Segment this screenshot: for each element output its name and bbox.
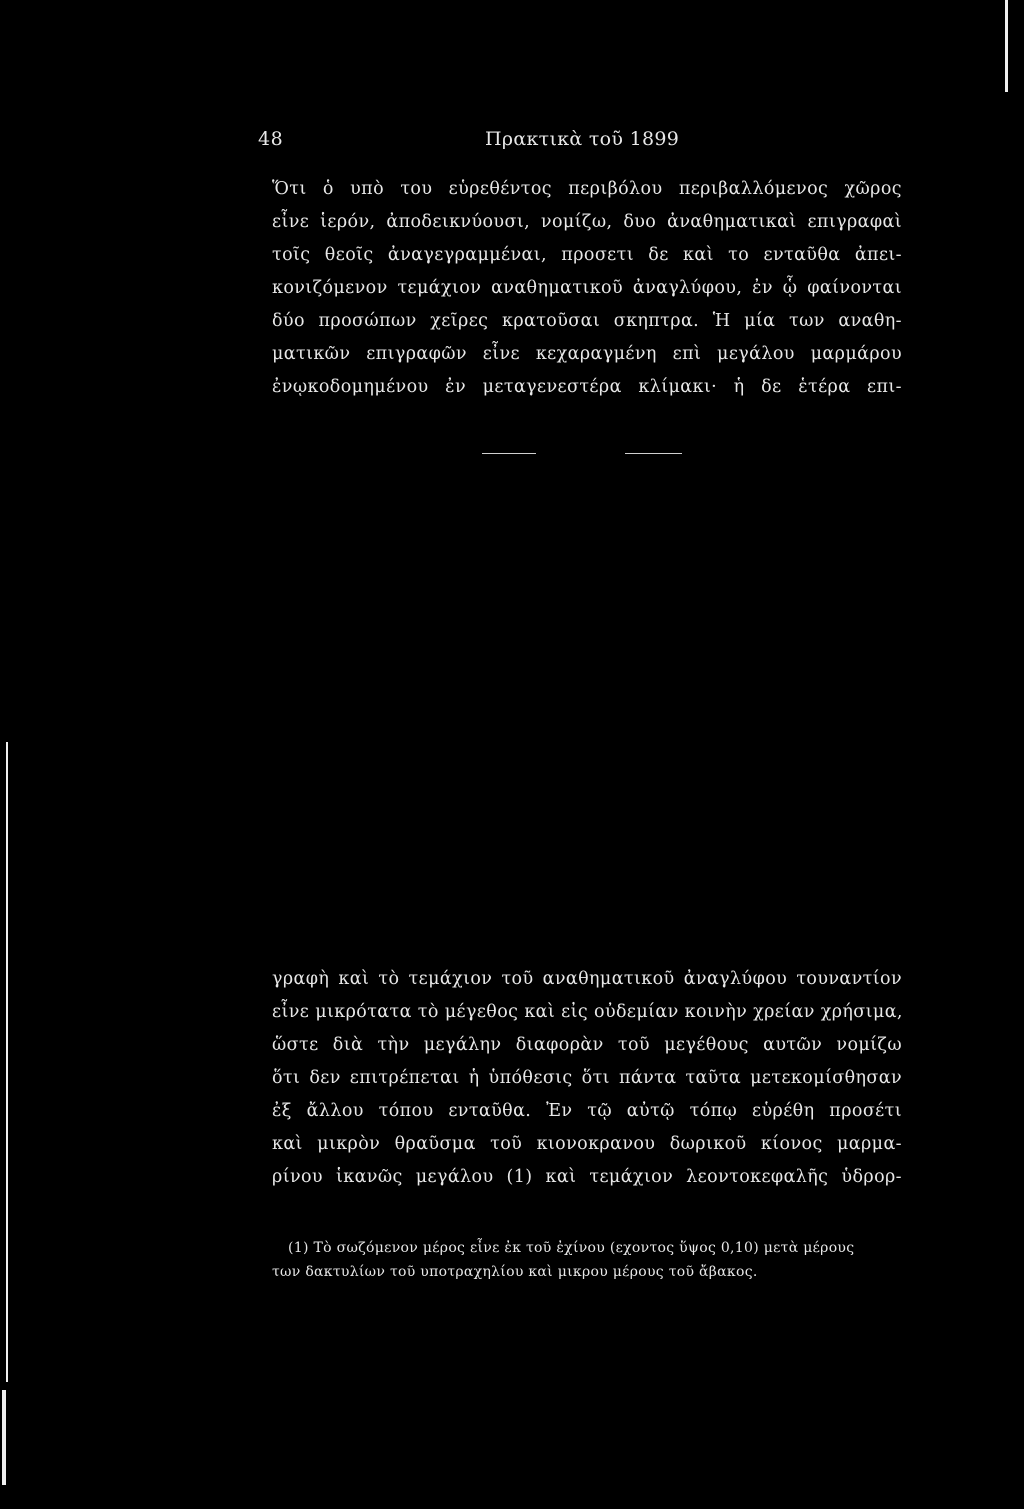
separator-rule-left bbox=[482, 453, 536, 454]
footnote-line: (1) Τὸ σωζόμενον μέρος εἶνε ἐκ τοῦ ἐχίνου (εχοντος ὕψος 0,10) μετὰ μέρους bbox=[288, 1240, 855, 1256]
text-line: κονιζόμενον τεμάχιον αναθηματικοῦ ἀναγλύφου, ἐν ᾧ φαίνονται bbox=[272, 278, 902, 298]
text-line: ὅτι δεν επιτρέπεται ἡ ὑπόθεσις ὅτι πάντα ταῦτα μετεκομίσθησαν bbox=[272, 1068, 902, 1088]
text-line: δύο προσώπων χεῖρες κρατοῦσαι σκηπτρα. Ἡ μία των αναθη- bbox=[272, 311, 902, 331]
text-line: ματικῶν επιγραφῶν εἶνε κεχαραγμένη επὶ μεγάλου μαρμάρου bbox=[272, 344, 902, 364]
scan-edge-mark-left bbox=[6, 742, 8, 1382]
text-line: τοῖς θεοῖς ἀναγεγραμμέναι, προσετι δε καὶ το ενταῦθα ἀπει- bbox=[272, 245, 902, 265]
separator-rule-right bbox=[625, 453, 682, 454]
paragraph-bottom bbox=[272, 962, 902, 1202]
text-line: ὥστε διὰ τὴν μεγάλην διαφορὰν τοῦ μεγέθους αυτῶν νομίζω bbox=[272, 1035, 902, 1055]
paragraph-top bbox=[272, 172, 902, 412]
text-line: καὶ μικρὸν θραῦσμα τοῦ κιονοκρανου δωρικοῦ κίονος μαρμα- bbox=[272, 1134, 902, 1154]
footnote bbox=[272, 1236, 902, 1290]
footnote-line: των δακτυλίων τοῦ υποτραχηλίου καὶ μικρου μέρους τοῦ ἄβακος. bbox=[272, 1264, 758, 1280]
text-line: εἶνε μικρότατα τὸ μέγεθος καὶ εἰς οὐδεμίαν κοινὴν χρείαν χρήσιμα, bbox=[272, 1002, 903, 1022]
text-line: γραφὴ καὶ τὸ τεμάχιον τοῦ αναθηματικοῦ ἀναγλύφου τουναντίον bbox=[272, 969, 902, 989]
text-line: Ὅτι ὁ υπὸ του εὑρεθέντος περιβόλου περιβαλλόμενος χῶρος bbox=[272, 179, 902, 199]
page-number: 48 bbox=[258, 128, 284, 150]
text-line: εἶνε ἱερόν, ἀποδεικνύουσι, νομίζω, δυο ἀναθηματικαὶ επιγραφαὶ bbox=[272, 212, 902, 232]
scan-edge-mark-left-bottom bbox=[2, 1390, 6, 1485]
text-line: ἐνῳκοδομημένου ἐν μεταγενεστέρα κλίμακι· ἡ δε ἑτέρα επι- bbox=[272, 377, 902, 397]
text-line: ἐξ ἄλλου τόπου ενταῦθα. Ἐν τῷ αὐτῷ τόπῳ εὑρέθη προσέτι bbox=[272, 1101, 902, 1121]
scan-edge-mark-top-right bbox=[1005, 0, 1008, 92]
text-line: ρίνου ἱκανῶς μεγάλου (1) καὶ τεμάχιον λεοντοκεφαλῆς ὑδρορ- bbox=[272, 1167, 902, 1187]
running-title: Πρακτικὰ τοῦ 1899 bbox=[485, 128, 680, 150]
